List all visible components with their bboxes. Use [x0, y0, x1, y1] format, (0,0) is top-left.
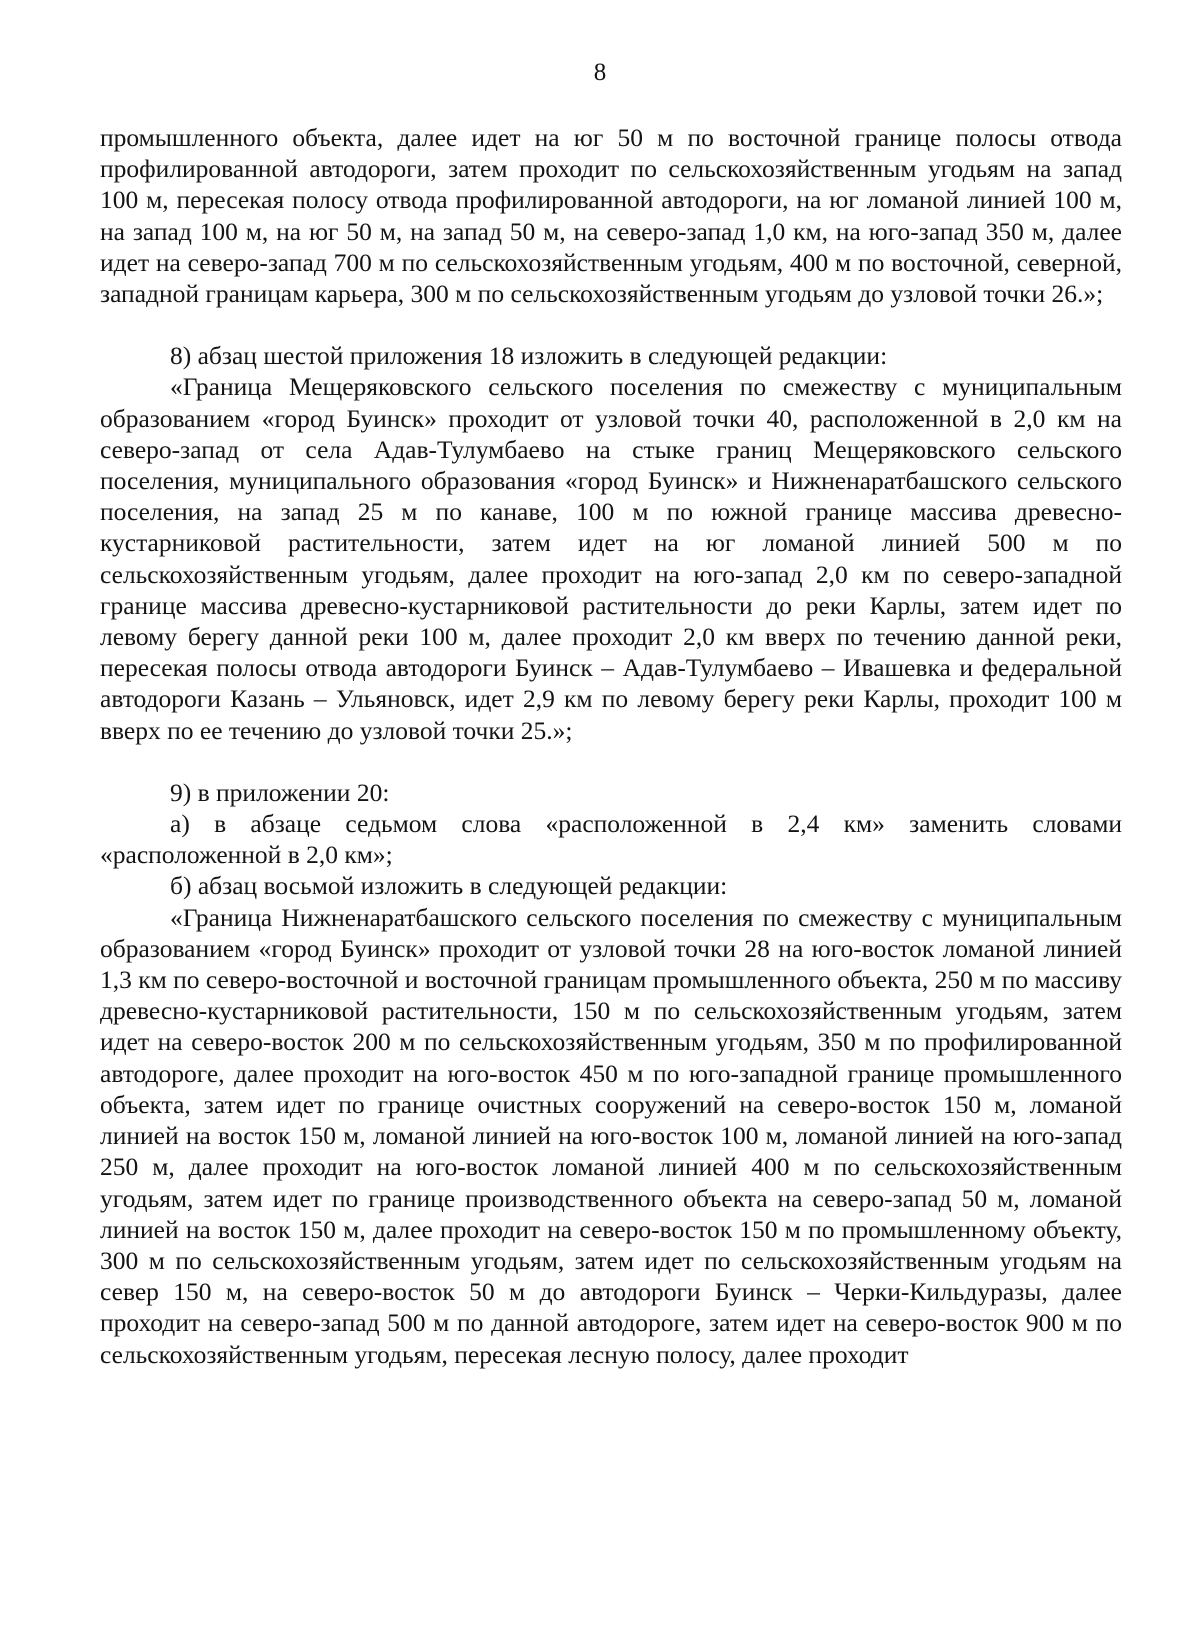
paragraph-continuation: промышленного объекта, далее идет на юг 50 м по восточной границе полосы отвода профилированной автодороги, затем проходит по сельскохозяйственным угодьям на запад 100 м, пересекая полосу отвода профилированной автодороги, на юг ломаной линией 100 м, на запад 100 м, на юг 50 м, на запад 50 м, на северо-запад 1,0 км, на юго-запад 350 м, далее идет на северо-запад 700 м по сельскохозяйственным угодьям, 400 м по восточной, северной, западной границам карьера, 300 м по сельскохозяйственным угодьям до узловой точки 26.»;: [100, 123, 1122, 309]
paragraph-item-9b: б) абзац восьмой изложить в следующей редакции:: [170, 871, 728, 901]
document-body: [100, 122, 1122, 1370]
paragraph-item-9a: а) в абзаце седьмом слова «расположенной в 2,4 км» заменить словами «расположенной в 2,0 км»;: [100, 809, 1122, 870]
paragraph-mescheryakovsky-boundary: «Граница Мещеряковского сельского поселения по смежеству с муниципальным образованием «город Буинск» проходит от узловой точки 40, расположенной в 2,0 км на северо-запад от села Адав-Тулумбаево на стыке границ Мещеряковского сельского поселения, муниципального образования «город Буинск» и Нижненаратбашского сельского поселения, на запад 25 м по канаве, 100 м по южной границе массива древесно-кустарниковой растительности, затем идет на юг ломаной линией 500 м по сельскохозяйственным угодьям, далее проходит на юго-запад 2,0 км по северо-западной границе массива древесно-кустарниковой растительности до реки Карлы, затем идет по левому берегу данной реки 100 м, далее проходит 2,0 км вверх по течению данной реки, пересекая полосы отвода автодороги Буинск – Адав-Тулумбаево – Ивашевка и федеральной автодороги Казань – Ульяновск, идет 2,9 км по левому берегу реки Карлы, проходит 100 м вверх по ее течению до узловой точки 25.»;: [100, 372, 1122, 745]
paragraph-nizhnenaratbash-boundary: «Граница Нижненаратбашского сельского поселения по смежеству с муниципальным образованием «город Буинск» проходит от узловой точки 28 на юго-восток ломаной линией 1,3 км по северо-восточной и восточной границам промышленного объекта, 250 м по массиву древесно-кустарниковой растительности, 150 м по сельскохозяйственным угодьям, затем идет на северо-восток 200 м по сельскохозяйственным угодьям, 350 м по профилированной автодороге, далее проходит на юго-восток 450 м по юго-западной границе промышленного объекта, затем идет по границе очистных сооружений на северо-восток 150 м, ломаной линией на восток 150 м, ломаной линией на юго-восток 100 м, ломаной линией на юго-запад 250 м, далее проходит на юго-восток ломаной линией 400 м по сельскохозяйственным угодьям, затем идет по границе производственного объекта на северо-запад 50 м, ломаной линией на восток 150 м, далее проходит на северо-восток 150 м по промышленному объекту, 300 м по сельскохозяйственным угодьям, затем идет по сельскохозяйственным угодьям на север 150 м, на северо-восток 50 м до автодороги Буинск – Черки-Кильдуразы, далее проходит на северо-запад 500 м по данной автодороге, затем идет на северо-восток 900 м по сельскохозяйственным угодьям, пересекая лесную полосу, далее проходит: [100, 902, 1122, 1369]
paragraph-item-9: 9) в приложении 20:: [170, 777, 390, 807]
paragraph-item-8: 8) абзац шестой приложения 18 изложить в следующей редакции:: [170, 341, 888, 371]
page-number: 8: [593, 59, 607, 86]
